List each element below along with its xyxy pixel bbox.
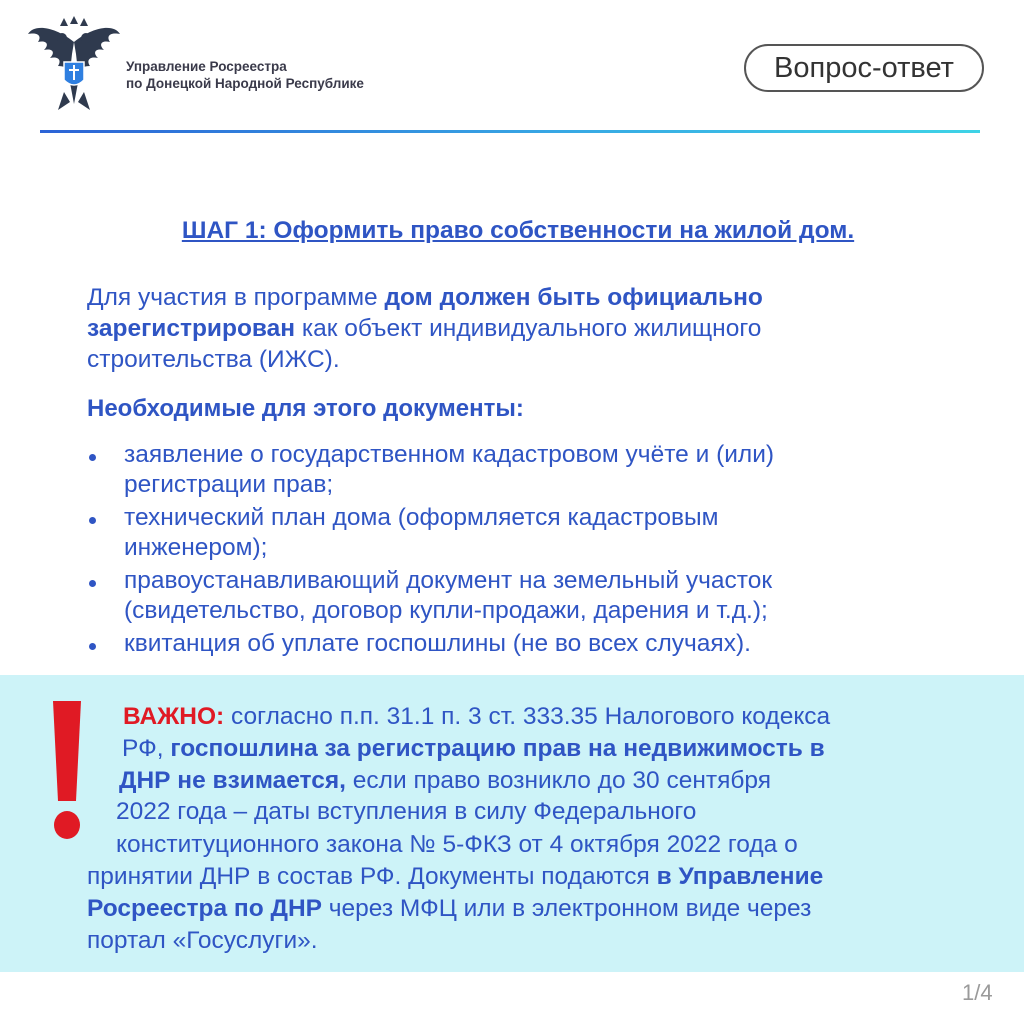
exclamation-icon: [50, 701, 84, 841]
important-line-2: [122, 733, 825, 764]
important-line-3: [119, 765, 771, 796]
faq-badge-label: Вопрос-ответ: [774, 51, 954, 84]
important-text: через МФЦ или в электронном виде через: [321, 895, 812, 922]
step-title: ШАГ 1: Оформить право собственности на жилой дом.: [181, 217, 855, 244]
important-text: конституционного закона № 5-ФКЗ от 4 октября 2022 года о: [116, 831, 798, 858]
intro-text-2: как объект индивидуального жилищного: [295, 315, 762, 342]
organization-name: [126, 58, 364, 92]
org-name-line2: по Донецкой Народной Республике: [126, 76, 364, 91]
list-item-line: инженером);: [124, 534, 268, 561]
important-text: согласно п.п. 31.1 п. 3 ст. 333.35 Налогового кодекса: [224, 703, 831, 730]
intro-text-3: строительства (ИЖС).: [87, 346, 340, 373]
important-line-1: [123, 701, 830, 732]
list-item: [87, 440, 967, 500]
important-bold: ДНР не взимается,: [119, 767, 346, 794]
important-text: РФ,: [122, 735, 171, 762]
list-item: [87, 566, 967, 626]
list-item-line: заявление о государственном кадастровом учёте и (или): [124, 441, 775, 468]
list-item-line: (свидетельство, договор купли-продажи, дарения и т.д.);: [124, 597, 768, 624]
important-bold: госпошлина за регистрацию прав на недвижимость в: [170, 735, 825, 762]
documents-list: [87, 440, 967, 662]
intro-bold-1: дом должен быть официально: [384, 284, 763, 311]
header-divider: [40, 130, 980, 133]
list-item-line: регистрации прав;: [124, 471, 334, 498]
important-line-6: [87, 861, 823, 892]
important-line-8: [87, 925, 318, 956]
list-item-line: технический план дома (оформляется кадастровым: [124, 504, 719, 531]
intro-paragraph: [87, 282, 957, 375]
list-item-line: правоустанавливающий документ на земельный участок: [124, 567, 773, 594]
faq-badge: [744, 44, 984, 92]
important-text: если право возникло до 30 сентября: [345, 767, 771, 794]
list-item: [87, 503, 967, 563]
important-notice: [0, 675, 1024, 972]
documents-heading: Необходимые для этого документы:: [87, 395, 524, 422]
important-text: 2022 года – даты вступления в силу Федерального: [116, 798, 697, 825]
important-line-4: [116, 796, 696, 827]
important-text: портал «Госуслуги».: [87, 927, 318, 954]
intro-text-1: Для участия в программе: [87, 284, 385, 311]
emblem-logo-icon: [24, 14, 124, 114]
list-item: [87, 629, 967, 659]
important-bold: Росреестра по ДНР: [87, 895, 322, 922]
important-text: принятии ДНР в состав РФ. Документы подаются: [87, 863, 657, 890]
intro-bold-2: зарегистрирован: [87, 315, 296, 342]
important-bold: в Управление: [656, 863, 824, 890]
important-line-5: [116, 829, 798, 860]
org-name-line1: Управление Росреестра: [126, 59, 287, 74]
list-item-line: квитанция об уплате госпошлины (не во всех случаях).: [124, 630, 751, 657]
page-number: 1/4: [962, 980, 993, 1005]
important-label: ВАЖНО:: [123, 703, 225, 730]
important-line-7: [87, 893, 811, 924]
